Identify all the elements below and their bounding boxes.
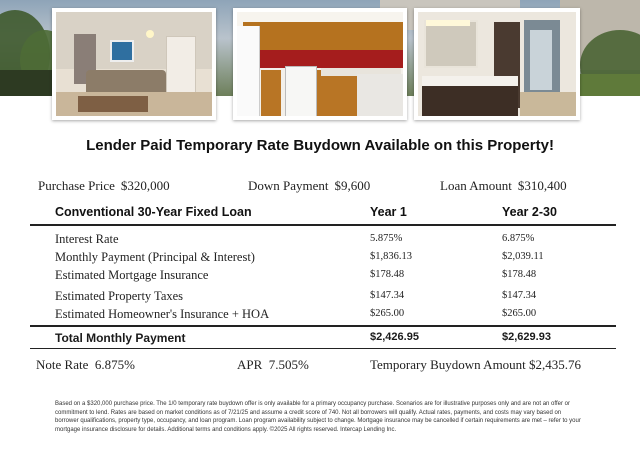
row-label: Monthly Payment (Principal & Interest) [55,250,255,264]
apr-value: 7.505% [268,357,309,372]
temporary-buydown [370,357,581,373]
row-label: Estimated Homeowner's Insurance + HOA [55,307,270,321]
note-rate [36,357,135,373]
total-label: Total Monthly Payment [55,331,186,345]
row-label: Interest Rate [55,232,119,246]
down-payment [248,178,376,194]
note-rate-value: 6.875% [94,357,135,372]
loan-amount-value: $310,400 [517,178,567,193]
down-payment-value: $9,600 [334,178,371,193]
total-bottom-divider [30,348,616,349]
apr [237,357,309,373]
row-year2-value: 6.875% [502,233,535,244]
row-year2-value: $2,039.11 [502,251,544,262]
down-payment-label: Down Payment [248,178,329,193]
row-year1-value: 5.875% [370,233,403,244]
row-year1-value: $147.34 [370,290,405,301]
purchase-price-label: Purchase Price [38,178,115,193]
apr-label: APR [237,357,263,372]
row-year1-value: $178.48 [370,269,405,280]
kitchen-photo [233,8,407,120]
table-header-year2: Year 2-30 [502,205,557,219]
table-header-year1: Year 1 [370,205,407,219]
row-year2-value: $178.48 [502,269,537,280]
row-year2-value: $265.00 [502,308,537,319]
loan-amount [440,178,573,194]
buydown-value: $2,435.76 [529,357,582,372]
page-title: Lender Paid Temporary Rate Buydown Available on this Property! [86,137,554,154]
total-year1-value: $2,426.95 [370,331,419,343]
note-rate-label: Note Rate [36,357,89,372]
living-room-photo [52,8,216,120]
total-divider [30,325,616,327]
row-label: Estimated Mortgage Insurance [55,268,209,282]
table-header-label: Conventional 30-Year Fixed Loan [55,205,252,219]
bathroom-photo [414,8,580,120]
buydown-label: Temporary Buydown Amount [370,357,526,372]
row-label: Estimated Property Taxes [55,289,184,303]
row-year2-value: $147.34 [502,290,537,301]
row-year1-value: $1,836.13 [370,251,412,262]
purchase-price [38,178,176,194]
purchase-price-value: $320,000 [120,178,170,193]
total-year2-value: $2,629.93 [502,331,551,343]
table-header-divider [30,224,616,226]
row-year1-value: $265.00 [370,308,405,319]
disclaimer-text: Based on a $320,000 purchase price. The 1/0 temporary rate buydown offer is only available for a primary occupancy purchase. Scenarios are for illustrative purposes only and are not an offer or commitment to lend. Rates are based on market conditions as of 7/21/25 and assume a credit score of 740. Not all borrowers will qualify. Actual rates, payments, and costs may vary based on borrower qualifications, property type, occupancy, and loan program. Loan program availability subject to change. Mortgage insurance may be cancelled if certain requirements are met – refer to your mortgage insurance disclosure for details. Additional terms and conditions apply. ©2025 All rights reserved. Intercap Lending Inc. [55,401,581,433]
loan-amount-label: Loan Amount [440,178,512,193]
